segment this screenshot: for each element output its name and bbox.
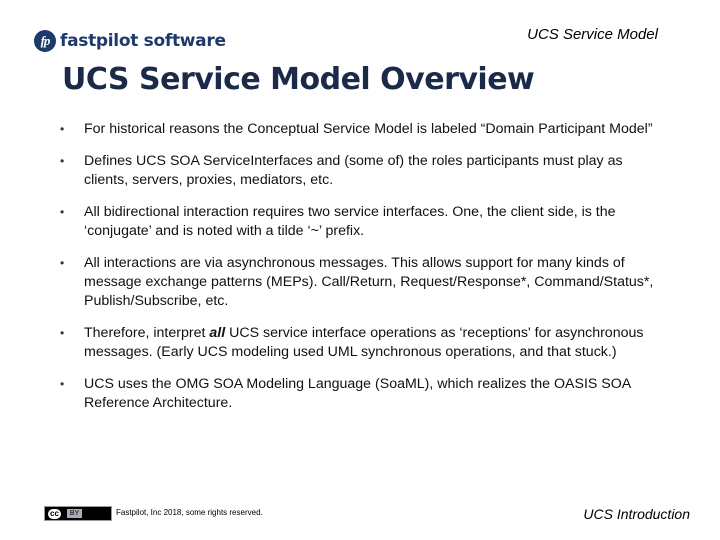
logo-text: fastpilot software: [60, 31, 226, 51]
bullet-marker: •: [60, 377, 65, 391]
bullet-item: [60, 152, 660, 190]
bullet-text: For historical reasons the Conceptual Service Model is labeled “Domain Participant Model”: [84, 121, 653, 137]
cc-icon: cc: [50, 508, 59, 518]
bullet-marker: •: [60, 154, 65, 168]
company-logo: [34, 28, 226, 54]
bullet-item: [60, 203, 660, 241]
bullet-item: [60, 324, 660, 362]
by-icon: BY: [67, 509, 82, 518]
footer-section-label: UCS Introduction: [583, 506, 690, 522]
logo-mark-icon: fp: [34, 30, 56, 52]
bullet-text: All interactions are via asynchronous messages. This allows support for many kinds of message exchange patterns (MEPs). Call/Return, Request/Response*, Command/Status*, Publish/Subscribe, etc.: [84, 255, 654, 309]
bullet-item: [60, 254, 660, 311]
bullet-emphasis: all: [209, 325, 226, 341]
bullet-text: UCS uses the OMG SOA Modeling Language (SoaML), which realizes the OASIS SOA Reference Architecture.: [84, 376, 631, 411]
bullet-text-before: Therefore, interpret: [84, 325, 210, 341]
bullet-text: All bidirectional interaction requires two service interfaces. One, the client side, is the ‘conjugate’ and is noted with a tilde ‘~’ prefix.: [84, 204, 616, 239]
bullet-marker: •: [60, 326, 65, 340]
bullet-text: Defines UCS SOA ServiceInterfaces and (some of) the roles participants must play as clients, servers, proxies, mediators, etc.: [84, 153, 623, 188]
creative-commons-badge[interactable]: [44, 506, 112, 521]
copyright-text: Fastpilot, Inc 2018, some rights reserved.: [116, 508, 263, 517]
bullet-marker: •: [60, 256, 65, 270]
bullet-marker: •: [60, 205, 65, 219]
bullet-item: [60, 120, 660, 139]
slide-title: UCS Service Model Overview: [62, 62, 535, 97]
bullet-item: [60, 375, 660, 413]
bullet-text-after: UCS service interface operations as ‘receptions' for asynchronous messages. (Early UCS modeling used UML synchronous operations, and that stuck.): [84, 325, 644, 360]
header-section-label: UCS Service Model: [527, 26, 658, 43]
bullet-marker: •: [60, 122, 65, 136]
bullet-list: [60, 120, 660, 426]
